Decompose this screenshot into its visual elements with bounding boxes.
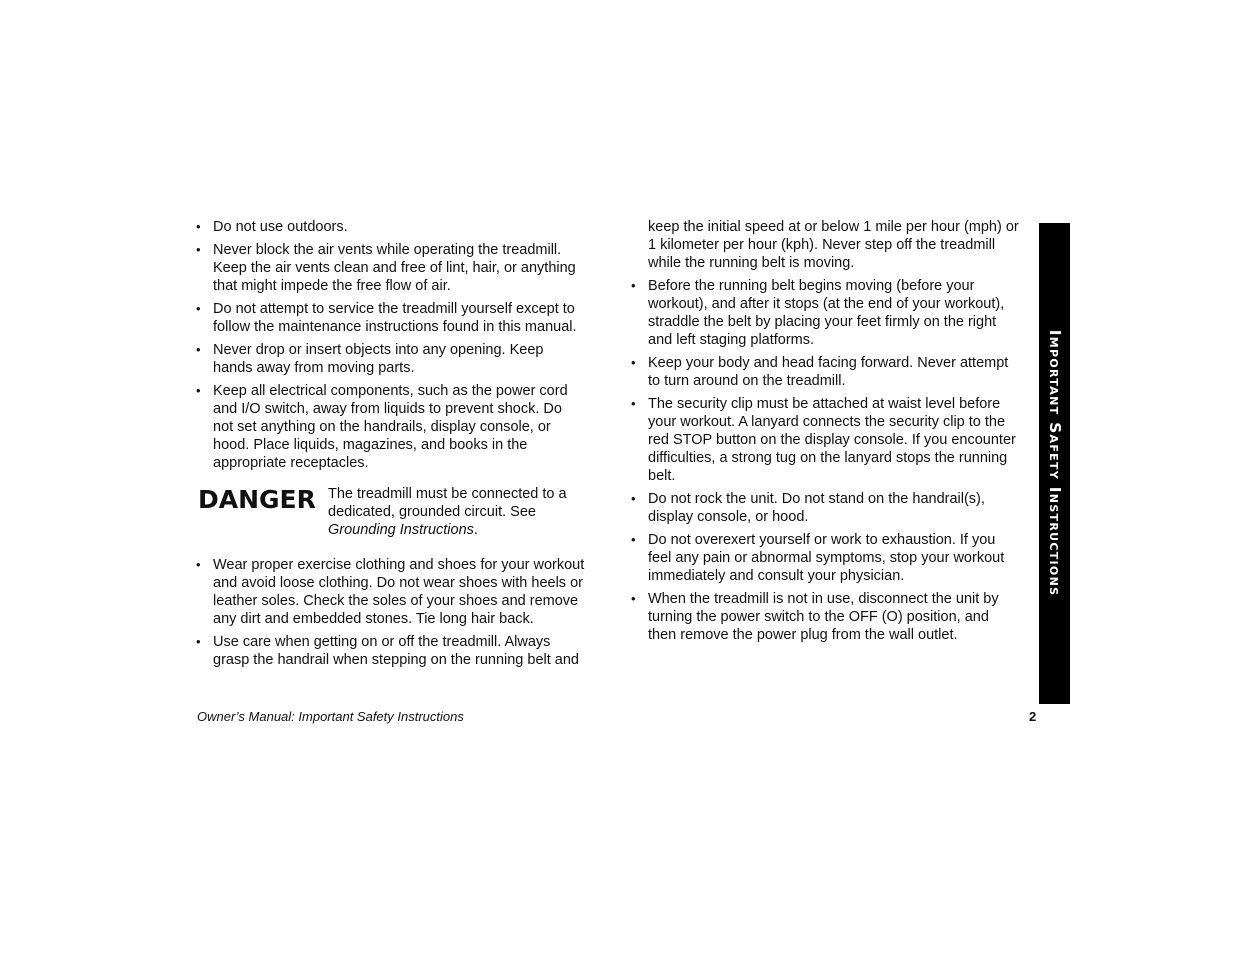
list-item: • Never drop or insert objects into any opening. Keep hands away from moving parts.	[195, 341, 585, 377]
danger-text	[328, 485, 585, 539]
list-item: • When the treadmill is not in use, disconnect the unit by turning the power switch to the OFF (O) position, and then remove the power plug from the wall outlet.	[630, 590, 1020, 644]
list-item: • Keep your body and head facing forward. Never attempt to turn around on the treadmill.	[630, 354, 1020, 390]
list-item: • Never block the air vents while operating the treadmill. Keep the air vents clean and free of lint, hair, or anything that might impede the free flow of air.	[195, 241, 585, 295]
page-number: 2	[1029, 709, 1037, 724]
danger-body: The treadmill must be connected to a dedicated, grounded circuit. See	[328, 486, 567, 520]
list-item: • Do not overexert yourself or work to exhaustion. If you feel any pain or abnormal symptoms, stop your workout immediately and consult your physician.	[630, 531, 1020, 585]
list-item: • Wear proper exercise clothing and shoes for your workout and avoid loose clothing. Do not wear shoes with heels or leather soles. Check the soles of your shoes and remove any dirt and embedded stones. Tie long hair back.	[195, 556, 585, 628]
list-item: • Do not rock the unit. Do not stand on the handrail(s), display console, or hood.	[630, 490, 1020, 526]
list-item: • Do not attempt to service the treadmill yourself except to follow the maintenance instructions found in this manual.	[195, 300, 585, 336]
list-item: • Use care when getting on or off the treadmill. Always grasp the handrail when stepping on the running belt and	[195, 633, 585, 669]
danger-end: .	[473, 522, 478, 538]
list-item: • Do not use outdoors.	[195, 218, 585, 236]
danger-reference: Grounding Instructions	[328, 522, 474, 538]
list-item: • Keep all electrical components, such as the power cord and I/O switch, away from liquids to prevent shock. Do not set anything on the handrails, display console, or hood. Place liquids, magazines, and books in the appropriate receptacles.	[195, 382, 585, 472]
bullet-list-right	[630, 277, 1020, 644]
list-item: • The security clip must be attached at waist level before your workout. A lanyard connects the security clip to the red STOP button on the display console. If you encounter difficulties, a strong tug on the lanyard stops the running belt.	[630, 395, 1020, 485]
footer-title: Owner’s Manual: Important Safety Instructions	[197, 709, 464, 724]
bullet-list-top	[195, 218, 585, 472]
bullet-list-bottom	[195, 556, 585, 669]
list-item: • Before the running belt begins moving (before your workout), and after it stops (at the end of your workout), straddle the belt by placing your feet firmly on the right and left staging platforms.	[630, 277, 1020, 349]
section-tab-label: Important Safety Instructions	[1045, 329, 1064, 597]
continued-paragraph: keep the initial speed at or below 1 mile per hour (mph) or 1 kilometer per hour (kph). Never step off the treadmill while the running belt is moving.	[648, 219, 1019, 271]
danger-label: DANGER	[198, 485, 316, 514]
section-side-tab	[1039, 223, 1070, 704]
danger-notice	[195, 485, 585, 539]
left-column	[195, 218, 585, 674]
right-column	[630, 218, 1020, 649]
